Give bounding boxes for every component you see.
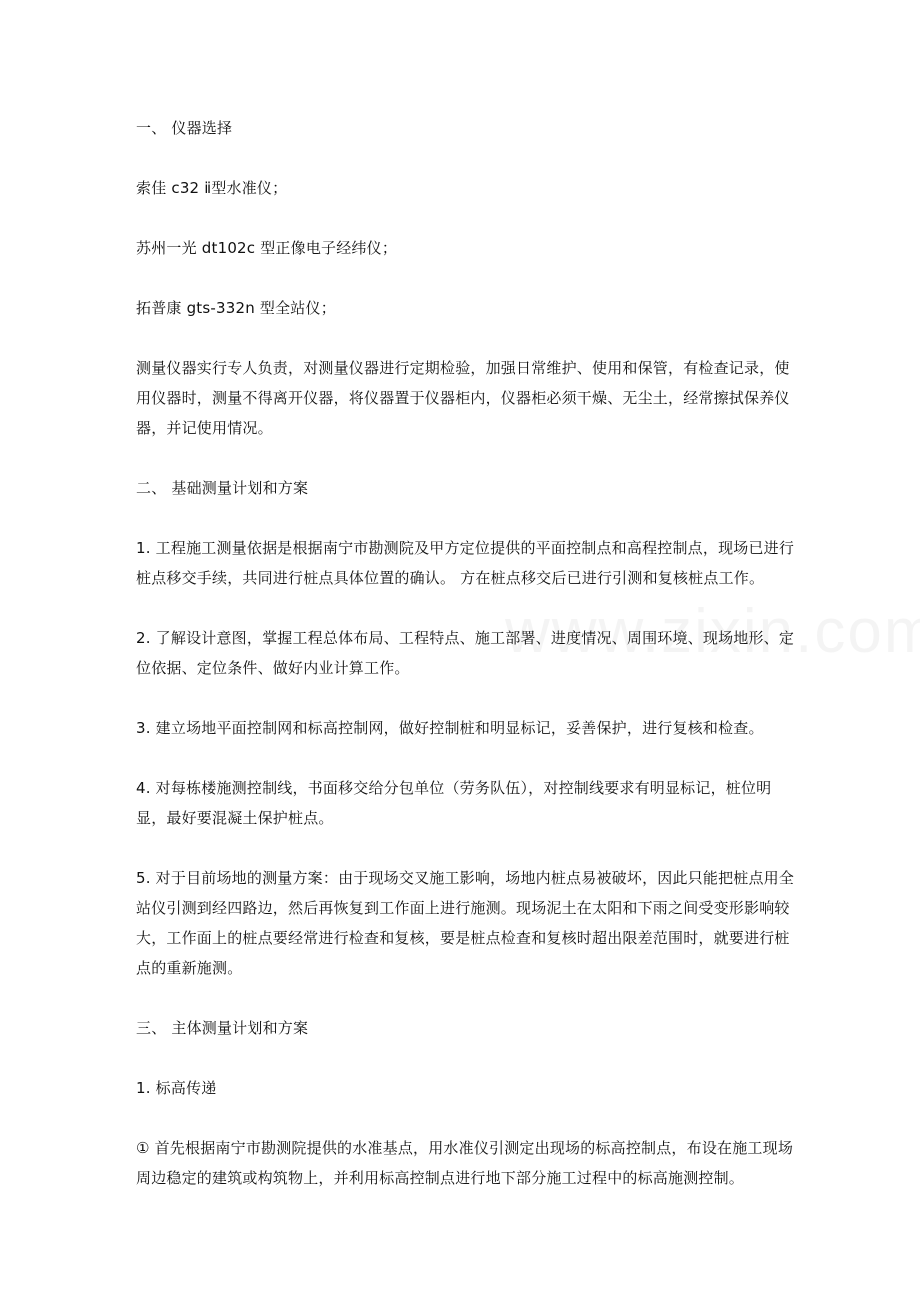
instrument-item-1: 索佳 c32 ⅱ型水准仪； [136,179,288,197]
document-body [136,113,796,1223]
foundation-item-4: 4. 对每栋楼施测控制线，书面移交给分包单位（劳务队伍），对控制线要求有明显标记，桩位明显，最好要混凝土保护桩点。 [136,779,772,827]
instrument-item-2: 苏州一光 dt102c 型正像电子经纬仪； [136,239,398,257]
instrument-management-paragraph: 测量仪器实行专人负责，对测量仪器进行定期检验，加强日常维护、使用和保管，有检查记录，使用仪器时，测量不得离开仪器，将仪器置于仪器柜内，仪器柜必须干燥、无尘土，经常擦拭保养仪器，并记使用情况。 [136,359,790,437]
section-heading-2: 二、 基础测量计划和方案 [136,479,309,497]
foundation-item-5: 5. 对于目前场地的测量方案：由于现场交叉施工影响，场地内桩点易被破坏，因此只能把桩点用全站仪引测到经四路边，然后再恢复到工作面上进行施测。现场泥土在太阳和下雨之间受变形影响较大，工作面上的桩点要经常进行检查和复核，要是桩点检查和复核时超出限差范围时，就要进行桩点的重新施测。 [136,869,795,977]
foundation-item-3: 3. 建立场地平面控制网和标高控制网，做好控制桩和明显标记，妥善保护，进行复核和检查。 [136,719,764,737]
foundation-item-1: 1. 工程施工测量依据是根据南宁市勘测院及甲方定位提供的平面控制点和高程控制点，现场已进行桩点移交手续，共同进行桩点具体位置的确认。 方在桩点移交后已进行引测和复核桩点工作。 [136,539,795,587]
section-heading-1: 一、 仪器选择 [136,119,233,137]
section-heading-3: 三、 主体测量计划和方案 [136,1019,309,1037]
elevation-item-1: ① 首先根据南宁市勘测院提供的水准基点，用水准仪引测定出现场的标高控制点，布设在施工现场周边稳定的建筑或构筑物上，并利用标高控制点进行地下部分施工过程中的标高施测控制。 [136,1139,794,1187]
subsection-heading-elevation: 1. 标高传递 [136,1079,217,1097]
instrument-item-3: 拓普康 gts-332n 型全站仪； [136,299,336,317]
foundation-item-2: 2. 了解设计意图，掌握工程总体布局、工程特点、施工部署、进度情况、周围环境、现场地形、定位依据、定位条件、做好内业计算工作。 [136,629,795,677]
